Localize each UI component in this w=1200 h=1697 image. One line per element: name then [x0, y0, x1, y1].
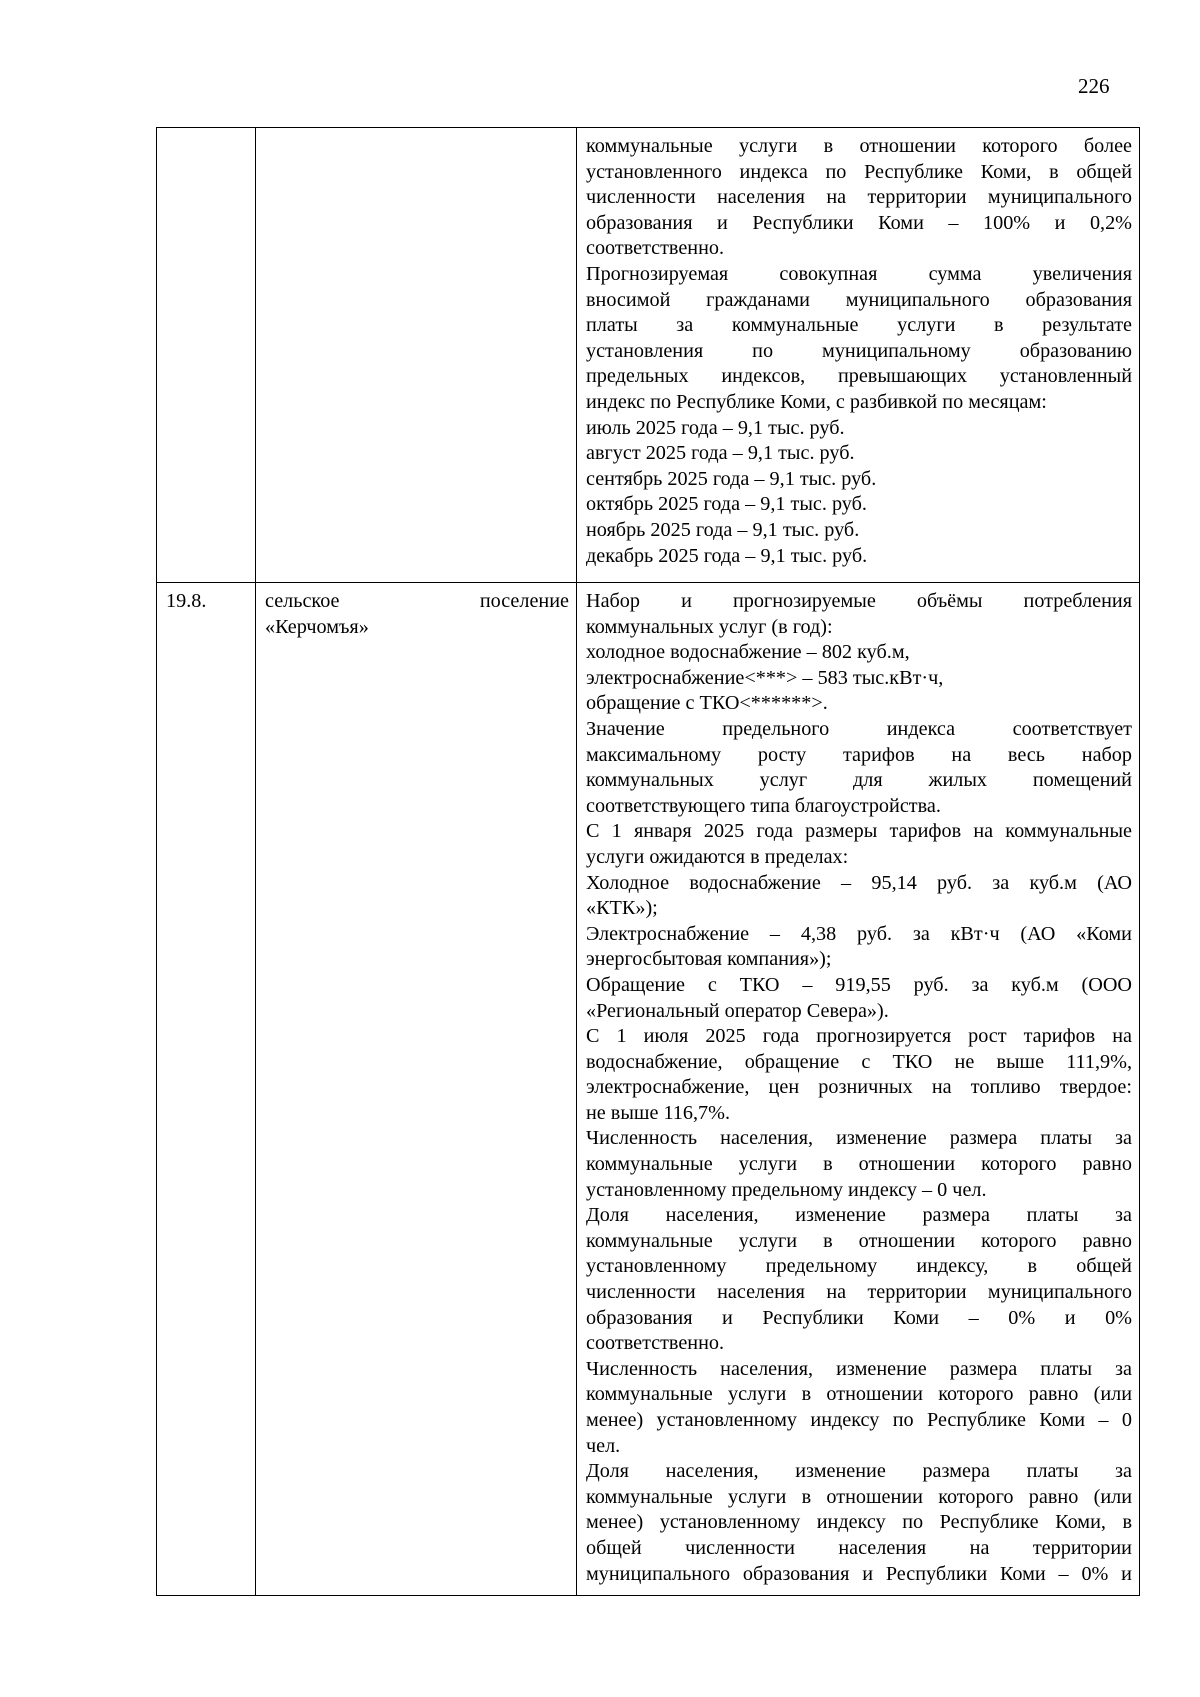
- text-line: муниципального образования и Республики Коми – 0% и: [586, 1562, 1132, 1585]
- text-line: менее) установленному индексу по Республике Коми, в: [586, 1511, 1132, 1534]
- page-number: 226: [1078, 74, 1110, 98]
- text-line: декабрь 2025 года – 9,1 тыс. руб.: [586, 544, 868, 567]
- text-line: соответствующего типа благоустройства.: [586, 794, 941, 817]
- text-line: не выше 116,7%.: [586, 1101, 730, 1124]
- text-line: установленному предельному индексу, в общей: [586, 1255, 1132, 1278]
- text-line: электроснабжение<***> – 583 тыс.кВт·ч,: [586, 666, 944, 689]
- text-line: Обращение с ТКО – 919,55 руб. за куб.м (ООО: [586, 973, 1132, 996]
- text-line: численности населения на территории муниципального: [586, 186, 1132, 209]
- table-row: [157, 128, 1140, 583]
- text-line: коммунальные услуги в отношении которого равно (или: [586, 1485, 1132, 1508]
- text-line: Численность населения, изменение размера платы за: [586, 1127, 1132, 1150]
- text-line: коммунальные услуги в отношении которого равно: [586, 1153, 1132, 1176]
- text-line: Значение предельного индекса соответствует: [586, 717, 1132, 740]
- text-line: Холодное водоснабжение – 95,14 руб. за куб.м (АО: [586, 871, 1132, 894]
- text-line: услуги ожидаются в пределах:: [586, 845, 849, 868]
- text-line: коммунальных услуг для жилых помещений: [586, 769, 1132, 792]
- text-line: обращение с ТКО<******>.: [586, 692, 828, 715]
- row-number-cell: [157, 128, 256, 583]
- text-line: август 2025 года – 9,1 тыс. руб.: [586, 442, 855, 465]
- text-line: «Региональный оператор Севера»).: [586, 999, 889, 1022]
- text-line: общей численности населения на территории: [586, 1536, 1132, 1559]
- row-number-cell: 19.8.: [157, 583, 256, 1596]
- text-line: предельных индексов, превышающих установленный: [586, 365, 1132, 388]
- text-line: образования и Республики Коми – 100% и 0,2%: [586, 211, 1132, 234]
- text-line: энергосбытовая компания»);: [586, 948, 832, 971]
- text-line: «Керчомъя»: [265, 615, 369, 638]
- text-line: октябрь 2025 года – 9,1 тыс. руб.: [586, 493, 867, 516]
- indices-table: [156, 127, 1140, 1596]
- text-line: коммунальные услуги в отношении которого равно (или: [586, 1383, 1132, 1406]
- text-line: менее) установленному индексу по Республике Коми – 0: [586, 1409, 1132, 1431]
- text-line: Электроснабжение – 4,38 руб. за кВт·ч (АО «Коми: [586, 922, 1132, 945]
- text-line: электроснабжение, цен розничных на топливо твердое:: [586, 1076, 1132, 1099]
- text-line: установленному предельному индексу – 0 чел.: [586, 1178, 987, 1201]
- text-line: Прогнозируемая совокупная сумма увеличения: [586, 262, 1132, 285]
- text-line: Доля населения, изменение размера платы за: [586, 1460, 1132, 1483]
- text-line: ноябрь 2025 года – 9,1 тыс. руб.: [586, 518, 860, 541]
- text-line: С 1 января 2025 года размеры тарифов на коммунальные: [586, 820, 1132, 843]
- text-line: июль 2025 года – 9,1 тыс. руб.: [586, 416, 845, 439]
- text-line: коммунальные услуги в отношении которого равно: [586, 1229, 1132, 1252]
- municipality-name-cell: [256, 583, 577, 1596]
- text-line: холодное водоснабжение – 802 куб.м,: [586, 641, 910, 664]
- text-line: Численность населения, изменение размера платы за: [586, 1357, 1132, 1380]
- text-line: численности населения на территории муниципального: [586, 1281, 1132, 1304]
- table-row: [157, 583, 1140, 1596]
- text-line: Доля населения, изменение размера платы за: [586, 1204, 1132, 1227]
- text-line: установленного индекса по Республике Коми, в общей: [586, 160, 1132, 183]
- text-line: соответственно.: [586, 237, 725, 260]
- text-line: установления по муниципальному образованию: [586, 339, 1132, 362]
- municipality-name-cell: [256, 128, 577, 583]
- text-line: вносимой гражданами муниципального образования: [586, 288, 1132, 311]
- text-line: С 1 июля 2025 года прогнозируется рост тарифов на: [586, 1025, 1132, 1048]
- text-line: коммунальные услуги в отношении которого более: [586, 135, 1132, 157]
- description-cell: [577, 583, 1140, 1596]
- text-line: коммунальных услуг (в год):: [586, 615, 833, 638]
- text-line: сельское поселение: [265, 590, 569, 612]
- text-line: индекс по Республике Коми, с разбивкой по месяцам:: [586, 390, 1047, 413]
- text-line: водоснабжение, обращение с ТКО не выше 111,9%,: [586, 1050, 1132, 1073]
- text-line: соответственно.: [586, 1332, 725, 1355]
- text-line: чел.: [586, 1434, 621, 1457]
- description-cell: [577, 128, 1140, 583]
- text-line: сентябрь 2025 года – 9,1 тыс. руб.: [586, 467, 877, 490]
- text-line: образования и Республики Коми – 0% и 0%: [586, 1306, 1132, 1329]
- text-line: платы за коммунальные услуги в результате: [586, 314, 1132, 337]
- text-line: «КТК»);: [586, 897, 658, 920]
- text-line: максимальному росту тарифов на весь набор: [586, 743, 1132, 766]
- text-line: Набор и прогнозируемые объёмы потребления: [586, 590, 1132, 612]
